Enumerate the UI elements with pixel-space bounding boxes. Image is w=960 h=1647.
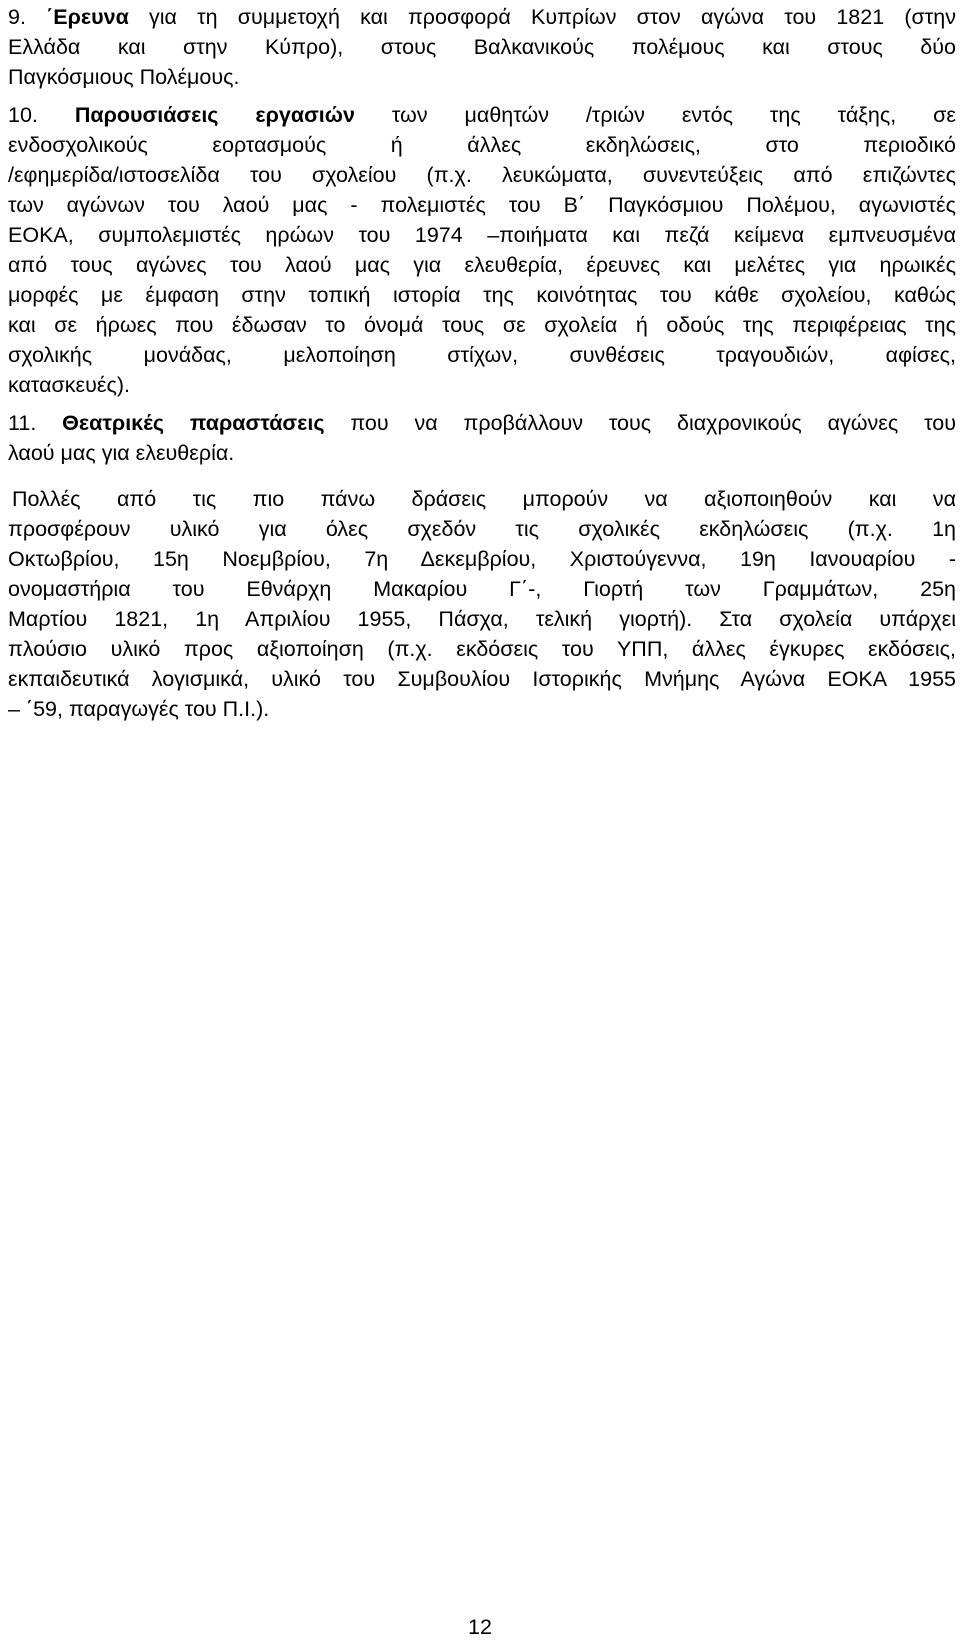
item-11-text: που να προβάλλουν τους διαχρονικούς αγώνες του [350,411,957,435]
closing-paragraph-line-1: Πολλές από τις πιο πάνω δράσεις μπορούν να αξιοποιηθούν και να [12,487,956,511]
item-9-line-1 [8,2,956,32]
item-9-number: 9. [8,5,26,29]
page-number: 12 [468,1615,492,1639]
item-10-line-8: και σε ήρωες που έδωσαν το όνομά τους σε σχολεία ή οδούς της περιφέρειας της [8,313,956,337]
closing-paragraph-line-5: Μαρτίου 1821, 1η Απριλίου 1955, Πάσχα, τελική γιορτή). Στα σχολεία υπάρχει [8,607,956,631]
item-10-line-10: κατασκευές). [8,373,130,397]
item-10-line-2: ενδοσχολικούς εορτασμούς ή άλλες εκδηλώσεις, στο περιοδικό [8,133,956,157]
item-10-line-5: ΕΟΚΑ, συμπολεμιστές ηρώων του 1974 –ποιήματα και πεζά κείμενα εμπνευσμένα [8,223,956,247]
closing-paragraph-line-8: – ΄59, παραγωγές του Π.Ι.). [8,697,270,721]
closing-paragraph-line-7: εκπαιδευτικά λογισμικά, υλικό του Συμβουλίου Ιστορικής Μνήμης Αγώνα ΕΟΚΑ 1955 [8,667,956,691]
item-10-line-1 [8,100,956,130]
item-11-number: 11. [8,411,37,435]
item-11-line-2: λαού μας για ελευθερία. [8,441,235,465]
closing-paragraph-line-4: ονομαστήρια του Εθνάρχη Μακαρίου Γ΄-, Γιορτή των Γραμμάτων, 25η [8,577,956,601]
closing-paragraph-line-2: προσφέρουν υλικό για όλες σχεδόν τις σχολικές εκδηλώσεις (π.χ. 1η [8,517,956,541]
item-10-line-3: /εφημερίδα/ιστοσελίδα του σχολείου (π.χ. λευκώματα, συνεντεύξεις από επιζώντες [8,163,956,187]
item-9-line-2: Ελλάδα και στην Κύπρο), στους Βαλκανικούς πολέμους και στους δύο [8,35,956,59]
item-10-line-6: από τους αγώνες του λαού μας για ελευθερία, έρευνες και μελέτες για ηρωικές [8,253,956,277]
item-11-heading: Θεατρικές παραστάσεις [62,411,325,435]
item-10-number: 10. [8,103,38,127]
closing-paragraph-line-3: Οκτωβρίου, 15η Νοεμβρίου, 7η Δεκεμβρίου, Χριστούγεννα, 19η Ιανουαρίου - [8,547,956,571]
item-9-text: για τη συμμετοχή και προσφορά Κυπρίων στον αγώνα του 1821 (στην [148,5,956,29]
item-10-text: των μαθητών /τριών εντός της τάξης, σε [391,103,956,127]
item-9-line-3: Παγκόσμιους Πολέμους. [8,65,240,89]
item-10-line-4: των αγώνων του λαού μας - πολεμιστές του Β΄ Παγκόσμιου Πολέμου, αγωνιστές [8,193,956,217]
item-10-heading: Παρουσιάσεις εργασιών [74,103,355,127]
item-9-heading: ΄Ερευνα [46,5,129,29]
item-10-line-7: μορφές με έμφαση στην τοπική ιστορία της κοινότητας του κάθε σχολείου, καθώς [8,283,956,307]
closing-paragraph-line-6: πλούσιο υλικό προς αξιοποίηση (π.χ. εκδόσεις του ΥΠΠ, άλλες έγκυρες εκδόσεις, [8,637,956,661]
item-10-line-9: σχολικής μονάδας, μελοποίηση στίχων, συνθέσεις τραγουδιών, αφίσες, [8,343,956,367]
item-11-line-1 [8,408,956,438]
